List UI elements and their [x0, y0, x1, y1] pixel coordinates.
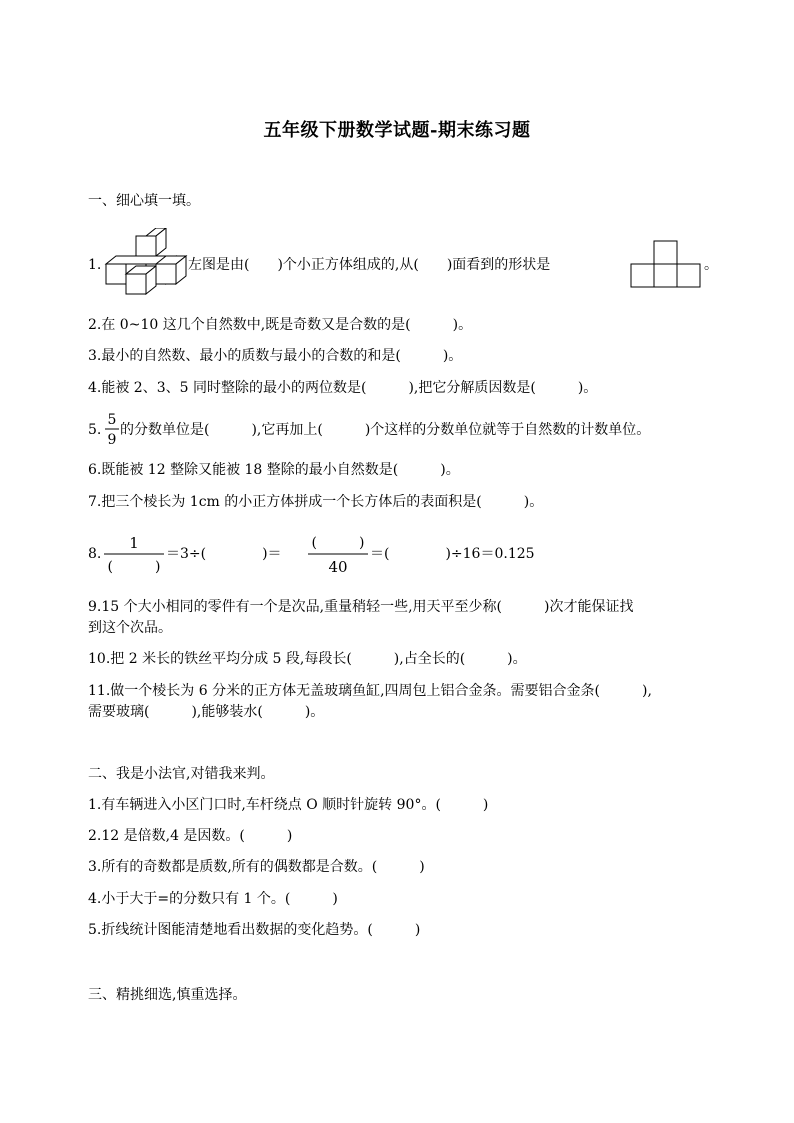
question-8-number: 8. [88, 546, 102, 562]
question-9-line-1: 9.15 个大小相同的零件有一个是次品,重量稍轻一些,用天平至少称( )次才能保证找 [88, 599, 634, 615]
question-1-end: 。 [704, 257, 718, 273]
question-2: 2.在 0~10 这几个自然数中,既是奇数又是合数的是( )。 [88, 317, 473, 333]
question-8-middle-1: ＝3÷( )＝ [166, 546, 282, 562]
fraction-1-over-blank [102, 532, 166, 576]
page-title: 五年级下册数学试题-期末练习题 [263, 120, 531, 141]
fraction-2-numerator: ( ) [311, 535, 365, 551]
fraction-1-numerator: 1 [129, 534, 139, 552]
question-11-line-1: 11.做一个棱长为 6 分米的正方体无盖玻璃鱼缸,四周包上铝合金条。需要铝合金条( ), [88, 683, 652, 699]
fraction-denominator: 9 [107, 432, 117, 448]
cube-stack-figure [104, 228, 188, 302]
judge-question-1: 1.有车辆进入小区门口时,车杆绕点 O 顺时针旋转 90°。( ) [88, 797, 489, 813]
section-1-heading: 一、细心填一填。 [88, 193, 200, 209]
judge-question-5: 5.折线统计图能清楚地看出数据的变化趋势。( ) [88, 922, 421, 938]
question-7: 7.把三个棱长为 1cm 的小正方体拼成一个长方体后的表面积是( )。 [88, 494, 544, 510]
question-3: 3.最小的自然数、最小的质数与最小的合数的和是( )。 [88, 348, 463, 364]
question-5-text: 的分数单位是( ),它再加上( )个这样的分数单位就等于自然数的计数单位。 [120, 422, 651, 438]
section-3-heading: 三、精挑细选,慎重选择。 [88, 987, 247, 1003]
question-11-line-2: 需要玻璃( ),能够装水( )。 [88, 704, 325, 720]
fraction-1-denominator: ( ) [107, 559, 161, 575]
question-4: 4.能被 2、3、5 同时整除的最小的两位数是( ),把它分解质因数是( )。 [88, 380, 598, 396]
question-5-number: 5. [88, 422, 102, 438]
question-1-text: 左图是由( )个小正方体组成的,从( )面看到的形状是 [188, 257, 551, 273]
fraction-blank-over-40 [306, 532, 370, 576]
question-1-number: 1. [88, 257, 102, 273]
fraction-2-denominator: 40 [328, 558, 348, 576]
judge-question-3: 3.所有的奇数都是质数,所有的偶数都是合数。( ) [88, 859, 425, 875]
question-10: 10.把 2 米长的铁丝平均分成 5 段,每段长( ),占全长的( )。 [88, 651, 527, 667]
view-shape-figure [630, 240, 702, 288]
question-8-middle-2: ＝( )÷16＝0.125 [370, 546, 535, 562]
fraction-5-9 [104, 410, 120, 448]
judge-question-2: 2.12 是倍数,4 是因数。( ) [88, 828, 293, 844]
question-9-line-2: 到这个次品。 [88, 620, 172, 636]
question-6: 6.既能被 12 整除又能被 18 整除的最小自然数是( )。 [88, 462, 460, 478]
judge-question-4: 4.小于大于=的分数只有 1 个。( ) [88, 891, 338, 907]
fraction-numerator: 5 [107, 412, 117, 428]
section-2-heading: 二、我是小法官,对错我来判。 [88, 766, 275, 782]
